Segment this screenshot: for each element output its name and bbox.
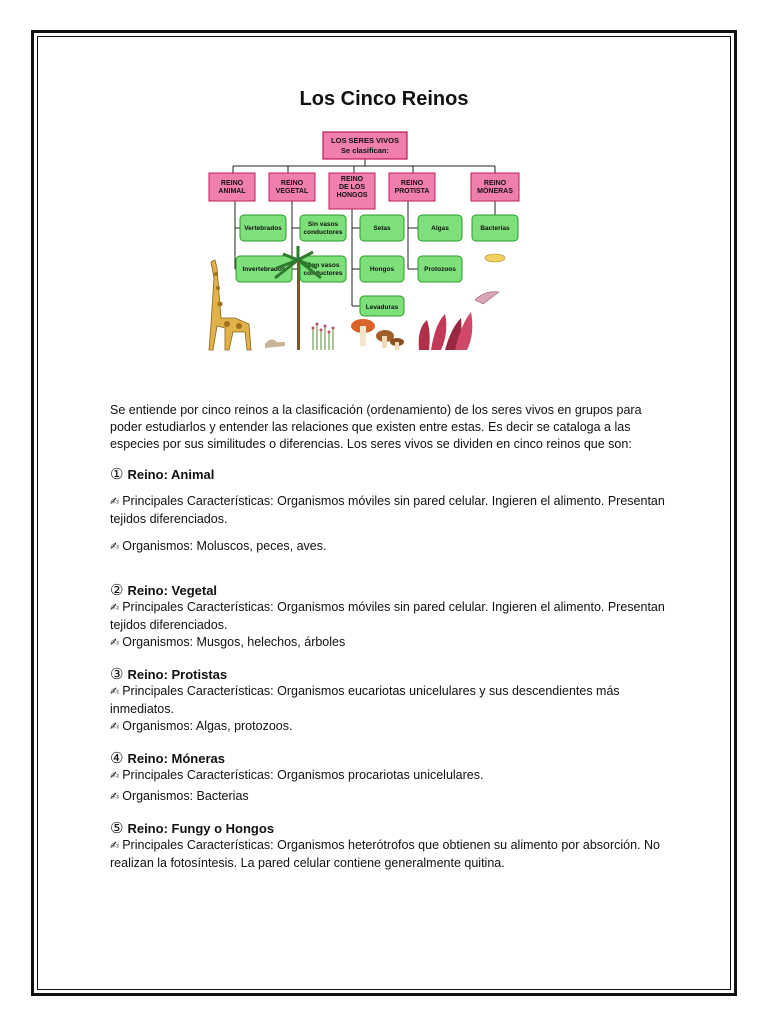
- section-heading-animal: ① Reino: Animal: [110, 466, 215, 483]
- features-animal: ✍ Principales Características: Organismos móviles sin pared celular. Ingieren el alimento. Presentan tejidos diferenciados.: [110, 494, 665, 526]
- number-icon: ②: [110, 582, 124, 599]
- svg-text:Levaduras: Levaduras: [365, 304, 399, 311]
- svg-text:conductores: conductores: [303, 229, 343, 236]
- protozoa-illustration: [475, 254, 505, 304]
- svg-text:Setas: Setas: [373, 225, 391, 232]
- svg-text:Sin vasos: Sin vasos: [307, 221, 339, 228]
- svg-text:REINO: REINO: [220, 180, 244, 187]
- writing-hand-icon: ✍: [110, 791, 120, 803]
- number-icon: ①: [110, 466, 124, 483]
- svg-text:LOS SERES VIVOS: LOS SERES VIVOS: [331, 136, 399, 145]
- number-icon: ⑤: [110, 820, 124, 837]
- svg-text:Algas: Algas: [431, 225, 449, 232]
- writing-hand-icon: ✍: [110, 840, 120, 852]
- writing-hand-icon: ✍: [110, 496, 120, 508]
- section-heading-protistas: ③ Reino: Protistas: [110, 666, 228, 683]
- intro-paragraph: Se entiende por cinco reinos a la clasificación (ordenamiento) de los seres vivos en grupos para poder estudiarlos y entender las relaciones que existen entre estas. Es decir se cataloga a las especies por sus similitudes o diferencias. Los seres vivos se dividen en cinco reinos que son:: [110, 403, 642, 451]
- svg-text:conductores: conductores: [303, 270, 343, 277]
- number-icon: ③: [110, 666, 124, 683]
- svg-text:Vertebrados: Vertebrados: [244, 225, 282, 232]
- svg-text:HONGOS: HONGOS: [336, 192, 368, 199]
- features-vegetal: ✍ Principales Características: Organismos móviles sin pared celular. Ingieren el alimento. Presentan tejidos diferenciados.: [110, 600, 665, 632]
- section-heading-vegetal: ② Reino: Vegetal: [110, 582, 218, 599]
- organisms-moneras: ✍ Organismos: Bacterias: [110, 789, 249, 803]
- svg-text:MÓNERAS: MÓNERAS: [477, 188, 513, 195]
- number-icon: ④: [110, 750, 124, 767]
- features-protistas: ✍ Principales Características: Organismos eucariotas unicelulares y sus descendientes más inmediatos.: [110, 684, 620, 716]
- svg-text:Hongos: Hongos: [369, 266, 395, 273]
- svg-text:PROTISTA: PROTISTA: [394, 188, 430, 195]
- writing-hand-icon: ✍: [110, 602, 120, 614]
- organisms-vegetal: ✍ Organismos: Musgos, helechos, árboles: [110, 635, 346, 649]
- svg-text:ANIMAL: ANIMAL: [218, 188, 246, 195]
- svg-text:REINO: REINO: [280, 180, 304, 187]
- svg-text:Invertebrados: Invertebrados: [242, 266, 286, 273]
- svg-text:Con vasos: Con vasos: [306, 262, 340, 269]
- svg-text:VEGETAL: VEGETAL: [275, 188, 309, 195]
- writing-hand-icon: ✍: [110, 541, 120, 553]
- algae-illustration: [419, 312, 473, 350]
- organisms-animal: ✍ Organismos: Moluscos, peces, aves.: [110, 539, 327, 553]
- svg-text:REINO: REINO: [400, 180, 424, 187]
- organisms-protistas: ✍ Organismos: Algas, protozoos.: [110, 719, 293, 733]
- section-heading-hongos: ⑤ Reino: Fungy o Hongos: [110, 820, 275, 837]
- writing-hand-icon: ✍: [110, 686, 120, 698]
- svg-text:Se clasifican:: Se clasifican:: [341, 146, 389, 155]
- document-body: [110, 402, 670, 872]
- svg-text:Protozoos: Protozoos: [424, 266, 456, 273]
- writing-hand-icon: ✍: [110, 721, 120, 733]
- writing-hand-icon: ✍: [110, 637, 120, 649]
- svg-text:DE LOS: DE LOS: [338, 184, 366, 191]
- svg-text:REINO: REINO: [483, 180, 507, 187]
- mushroom-illustration: [351, 319, 404, 350]
- features-hongos: ✍ Principales Características: Organismos heterótrofos que obtienen su alimento por absorción. No realizan la fotosíntesis. La pared celular contiene generalmente quitina.: [110, 838, 660, 870]
- writing-hand-icon: ✍: [110, 770, 120, 782]
- section-heading-moneras: ④ Reino: Móneras: [110, 750, 225, 767]
- features-moneras: ✍ Principales Características: Organismos procariotas unicelulares.: [110, 768, 484, 782]
- classification-diagram: [205, 128, 525, 354]
- svg-text:Bacterias: Bacterias: [480, 225, 510, 232]
- svg-text:REINO: REINO: [340, 176, 364, 183]
- document-title: Los Cinco Reinos: [299, 88, 469, 110]
